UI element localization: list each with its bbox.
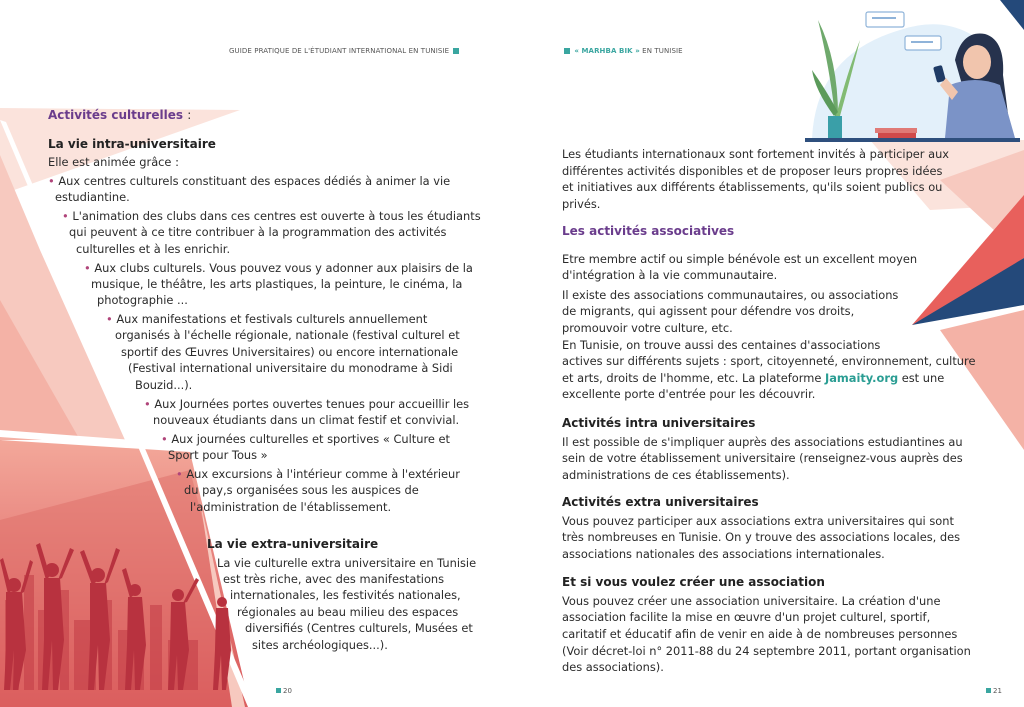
bullet-dot-icon: • (144, 397, 151, 411)
heading-activites-intra: Activités intra universitaires (562, 416, 756, 430)
section-title-cultural: Activités culturelles : (48, 108, 192, 122)
intra-line: administrations de ces établissements). (562, 468, 790, 482)
assoc-p1-line: Etre membre actif ou simple bénévole est un excellent moyen (562, 252, 918, 266)
bullet-dot-icon: • (48, 174, 55, 188)
assoc-p2-line: En Tunisie, on trouve aussi des centaines d'associations (562, 338, 881, 352)
heading-activites-extra: Activités extra universitaires (562, 495, 759, 509)
list-item: • Aux centres culturels constituant des espaces dédiés à animer la vie (48, 174, 451, 188)
right-lower-triangle (940, 310, 1024, 450)
heading-activites-associatives: Les activités associatives (562, 224, 735, 238)
assoc-p2-line: promouvoir votre culture, etc. (562, 321, 733, 335)
assoc-p2-line: Il existe des associations communautaires, ou associations (562, 288, 899, 302)
right-page-number: 21 (986, 687, 1002, 695)
list-item-cont: nouveaux étudiants dans un climat festif et convivial. (153, 413, 460, 427)
bullet-dot-icon: • (106, 312, 113, 326)
extra-assoc-line: Vous pouvez participer aux associations extra universitaires qui sont (562, 514, 954, 528)
extra-assoc-line: très nombreuses en Tunisie. On y trouve des associations locales, des (562, 530, 961, 544)
list-item-cont: Bouzid...). (135, 378, 193, 392)
woman-phone-illustration-icon (805, 12, 1020, 142)
create-line: (Voir décret-loi n° 2011-88 du 24 septembre 2011, portant organisation (562, 644, 971, 658)
heading-extra-universitaire: La vie extra-universitaire (207, 537, 379, 551)
create-line: Vous pouvez créer une association universitaire. La création d'une (562, 594, 941, 608)
list-item-cont: culturelles et à les enrichir. (76, 242, 231, 256)
heading-creer-association: Et si vous voulez créer une association (562, 575, 825, 589)
list-item: • L'animation des clubs dans ces centres est ouverte à tous les étudiants (62, 209, 481, 223)
bullet-dot-icon: • (161, 432, 168, 446)
extra-line: internationales, les festivités nationales, (230, 588, 461, 602)
create-line: des associations). (562, 660, 664, 674)
assoc-p2-line: excellente porte d'entrée pour les découvrir. (562, 387, 816, 401)
intro-line: Les étudiants internationaux sont fortement invités à participer aux (562, 147, 950, 161)
list-item: • Aux excursions à l'intérieur comme à l'extérieur (176, 467, 460, 481)
bullet-dot-icon: • (176, 467, 183, 481)
list-item-cont: du pay,s organisées sous les auspices de (184, 483, 419, 497)
intra-line: Il est possible de s'impliquer auprès des associations estudiantines au (562, 435, 963, 449)
right-top-corner (1000, 0, 1024, 30)
list-item-cont: qui peuvent à ce titre contribuer à la programmation des activités (69, 225, 447, 239)
create-line: caritatif et éducatif afin de venir en aide à de nombreuses personnes (562, 627, 958, 641)
teal-square-icon (986, 688, 991, 693)
list-item-cont: photographie ... (97, 293, 188, 307)
intra-line: sein de votre établissement universitaire (renseignez-vous auprès des (562, 451, 963, 465)
list-item-cont: Sport pour Tous » (168, 448, 268, 462)
extra-line: est très riche, avec des manifestations (223, 572, 445, 586)
list-item: • Aux manifestations et festivals culturels annuellement (106, 312, 428, 326)
assoc-p1-line: d'intégration à la vie communautaire. (562, 268, 778, 282)
heading-intra-universitaire: La vie intra-universitaire (48, 137, 216, 151)
list-item-cont: musique, le théâtre, les arts plastiques, la peinture, le cinéma, la (91, 277, 463, 291)
list-item-cont: organisés à l'échelle régionale, nationale (festival culturel et (115, 328, 460, 342)
extra-line: sites archéologiques...). (252, 638, 388, 652)
list-item-cont: l'administration de l'établissement. (190, 500, 392, 514)
right-running-header (562, 47, 683, 55)
extra-assoc-line: associations nationales des associations internationales. (562, 547, 885, 561)
intro-line: privés. (562, 197, 601, 211)
assoc-p2-line: de migrants, qui agissent pour défendre vos droits, (562, 304, 855, 318)
create-line: association facilite la mise en œuvre d'un projet culturel, sportif, (562, 610, 931, 624)
books-icon (875, 128, 917, 133)
teal-square-icon (276, 688, 281, 693)
intro-line: et initiatives aux différents établissements, qu'ils soient publics ou (562, 180, 943, 194)
list-item: • Aux journées culturelles et sportives « Culture et (161, 432, 451, 446)
assoc-p2-line-platform: et arts, droits de l'homme, etc. La plateforme Jamaity.org est une (562, 371, 945, 385)
intro-line: différentes activités disponibles et de proposer leurs propres idées (562, 164, 943, 178)
header-marhba-bik: « MARHBA BIK » (574, 47, 640, 55)
left-page-number: 20 (276, 687, 292, 695)
bullet-dot-icon: • (84, 261, 91, 275)
assoc-p2-line: actives sur différents sujets : sport, citoyenneté, environnement, culture (562, 354, 976, 368)
list-item-cont: (Festival international universitaire du monodrame à Sidi (128, 361, 453, 375)
teal-square-icon (453, 48, 459, 54)
teal-square-icon (564, 48, 570, 54)
left-header-text: GUIDE PRATIQUE DE L'ÉTUDIANT INTERNATIONAL EN TUNISIE (229, 47, 450, 55)
extra-line: La vie culturelle extra universitaire en Tunisie (217, 556, 477, 570)
extra-line: régionales au beau milieu des espaces (237, 605, 459, 619)
bullet-dot-icon: • (62, 209, 69, 223)
extra-line: diversifiés (Centres culturels, Musées et (245, 621, 473, 635)
jamaity-link[interactable]: Jamaity.org (824, 371, 899, 385)
list-item-cont: sportif des Œuvres Universitaires) ou encore internationale (121, 345, 459, 359)
list-item: • Aux clubs culturels. Vous pouvez vous y adonner aux plaisirs de la (84, 261, 473, 275)
intra-intro: Elle est animée grâce : (48, 155, 179, 169)
left-running-header (229, 47, 461, 55)
header-en-tunisie: EN TUNISIE (642, 47, 683, 55)
list-item-cont: estudiantine. (55, 190, 130, 204)
list-item: • Aux Journées portes ouvertes tenues pour accueillir les (144, 397, 470, 411)
